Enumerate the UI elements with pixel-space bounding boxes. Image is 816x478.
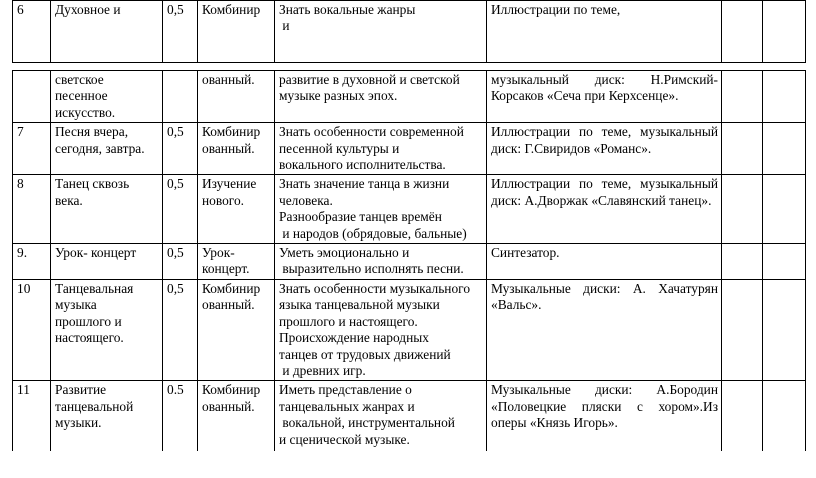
- text-line: вокального исполнительства.: [279, 157, 446, 173]
- table-row: [13, 244, 806, 280]
- text-line: Происхождение народных: [279, 330, 429, 346]
- lesson-materials: Иллюстрации по теме,: [487, 1, 722, 63]
- text-line: ованный.: [202, 72, 255, 87]
- text-line: музыки.: [55, 415, 102, 431]
- text-line: оперы «Князь Игорь».: [491, 415, 618, 431]
- lesson-materials: [487, 175, 722, 244]
- text-line: сегодня, завтра.: [55, 140, 145, 156]
- empty-cell: [722, 381, 763, 451]
- table-row: [13, 71, 806, 123]
- text-line: Иметь представление о: [279, 382, 412, 398]
- text-line: «Половецкие пляски с хором».Из: [491, 398, 718, 414]
- lesson-number: 9.: [13, 244, 51, 280]
- text-line: Развитие: [55, 382, 107, 398]
- lesson-topic: [51, 279, 163, 380]
- text-line: настоящего.: [55, 330, 124, 346]
- empty-cell: [722, 1, 763, 63]
- text-line: прошлого и настоящего.: [279, 313, 418, 329]
- text-line: и: [279, 18, 290, 34]
- text-line: ованный.: [202, 140, 255, 156]
- lesson-topic: [51, 71, 163, 123]
- text-line: языка танцевальной музыки: [279, 297, 440, 313]
- lesson-type: [198, 123, 275, 175]
- lesson-number: 11: [13, 381, 51, 451]
- text-line: танцев от трудовых движений: [279, 346, 451, 362]
- empty-cell: [763, 244, 806, 280]
- lesson-materials: [487, 279, 722, 380]
- text-line: вокальной, инструментальной: [279, 415, 455, 431]
- lesson-number: 10: [13, 279, 51, 380]
- empty-cell: [763, 175, 806, 244]
- lesson-content: [275, 244, 487, 280]
- lesson-topic: [51, 123, 163, 175]
- text-line: музыка: [55, 297, 97, 313]
- text-line: Урок- концерт: [55, 245, 137, 261]
- table-row: [13, 123, 806, 175]
- empty-cell: [722, 244, 763, 280]
- text-line: танцевальных жанрах и: [279, 398, 415, 414]
- lesson-number: 8: [13, 175, 51, 244]
- text-line: Танцевальная: [55, 280, 134, 296]
- table-row: [13, 279, 806, 380]
- text-line: Разнообразие танцев времён: [279, 209, 442, 225]
- lesson-hours: 0,5: [163, 123, 198, 175]
- lesson-type: [198, 175, 275, 244]
- empty-cell: [722, 175, 763, 244]
- lesson-content: [275, 175, 487, 244]
- lesson-hours: 0,5: [163, 244, 198, 280]
- lesson-content: [275, 123, 487, 175]
- text-line: Музыкальные диски: А.Бородин: [491, 382, 718, 398]
- lesson-type: [198, 279, 275, 380]
- lesson-number: 6: [13, 1, 51, 63]
- lesson-hours: 0.5: [163, 381, 198, 451]
- table-row: [13, 1, 806, 63]
- table-row: [13, 175, 806, 244]
- text-line: «Вальс».: [491, 297, 542, 313]
- lesson-materials: [487, 381, 722, 451]
- lesson-hours: 0,5: [163, 175, 198, 244]
- text-line: Знать вокальные жанры: [279, 2, 416, 17]
- text-line: и сценической музыке.: [279, 431, 410, 447]
- text-line: Танец сквозь: [55, 176, 130, 192]
- lesson-topic: [51, 381, 163, 451]
- text-line: Знать значение танца в жизни: [279, 176, 450, 192]
- table-row: [13, 381, 806, 451]
- empty-cell: [763, 279, 806, 380]
- text-line: музыке разных эпох.: [279, 88, 398, 104]
- empty-cell: [763, 71, 806, 123]
- text-line: Комбинир: [202, 280, 261, 296]
- empty-cell: [722, 71, 763, 123]
- text-line: Изучение: [202, 176, 257, 192]
- text-line: Комбинир: [202, 382, 261, 398]
- lesson-table-main: [12, 70, 806, 451]
- lesson-type: [198, 381, 275, 451]
- lesson-topic: [51, 244, 163, 280]
- lesson-type: [198, 71, 275, 123]
- text-line: светское: [55, 72, 104, 87]
- text-line: Уметь эмоционально и: [279, 245, 410, 261]
- empty-cell: [722, 123, 763, 175]
- text-line: века.: [55, 192, 83, 208]
- text-line: концерт.: [202, 261, 250, 277]
- text-line: песенное: [55, 88, 108, 104]
- text-line: Синтезатор.: [491, 245, 560, 261]
- text-line: Иллюстрации по теме, музыкальный: [491, 124, 718, 140]
- lesson-hours: 0,5: [163, 279, 198, 380]
- text-line: и древних игр.: [279, 362, 366, 378]
- empty-cell: [763, 1, 806, 63]
- text-line: ованный.: [202, 398, 255, 414]
- lesson-topic: [51, 175, 163, 244]
- text-line: Знать особенности современной: [279, 124, 464, 140]
- text-line: нового.: [202, 192, 244, 208]
- text-line: Музыкальные диски: А. Хачатурян: [491, 280, 718, 296]
- lesson-type: Комбинир: [198, 1, 275, 63]
- text-line: человека.: [279, 192, 333, 208]
- text-line: и народов (обрядовые, бальные): [279, 225, 467, 241]
- text-line: песенной культуры и: [279, 140, 400, 156]
- lesson-number: [13, 71, 51, 123]
- text-line: Комбинир: [202, 124, 261, 140]
- lesson-hours: 0,5: [163, 1, 198, 63]
- lesson-materials: [487, 71, 722, 123]
- lesson-content: [275, 381, 487, 451]
- text-line: диск: Г.Свиридов «Романс».: [491, 140, 652, 156]
- lesson-topic: Духовное и: [51, 1, 163, 63]
- text-line: прошлого и: [55, 313, 122, 329]
- lesson-content: [275, 71, 487, 123]
- lesson-materials: [487, 244, 722, 280]
- lesson-materials: [487, 123, 722, 175]
- lesson-type: [198, 244, 275, 280]
- text-line: Песня вчера,: [55, 124, 129, 140]
- text-line: выразительно исполнять песни.: [279, 261, 464, 277]
- lesson-number: 7: [13, 123, 51, 175]
- text-line: ованный.: [202, 297, 255, 313]
- text-line: Корсаков «Сеча при Керхсенце».: [491, 88, 679, 104]
- text-line: развитие в духовной и светской: [279, 72, 460, 87]
- lesson-content: [275, 279, 487, 380]
- text-line: танцевальной: [55, 398, 134, 414]
- text-line: Урок-: [202, 245, 235, 261]
- lesson-hours: [163, 71, 198, 123]
- empty-cell: [763, 123, 806, 175]
- lesson-content: [275, 1, 487, 63]
- empty-cell: [722, 279, 763, 380]
- text-line: Знать особенности музыкального: [279, 280, 471, 296]
- text-line: Иллюстрации по теме, музыкальный: [491, 176, 718, 192]
- text-line: искусство.: [55, 104, 116, 120]
- lesson-table-top: [12, 0, 806, 63]
- text-line: музыкальный диск: Н.Римский-: [491, 72, 718, 87]
- text-line: диск: А.Дворжак «Славянский танец».: [491, 192, 712, 208]
- empty-cell: [763, 381, 806, 451]
